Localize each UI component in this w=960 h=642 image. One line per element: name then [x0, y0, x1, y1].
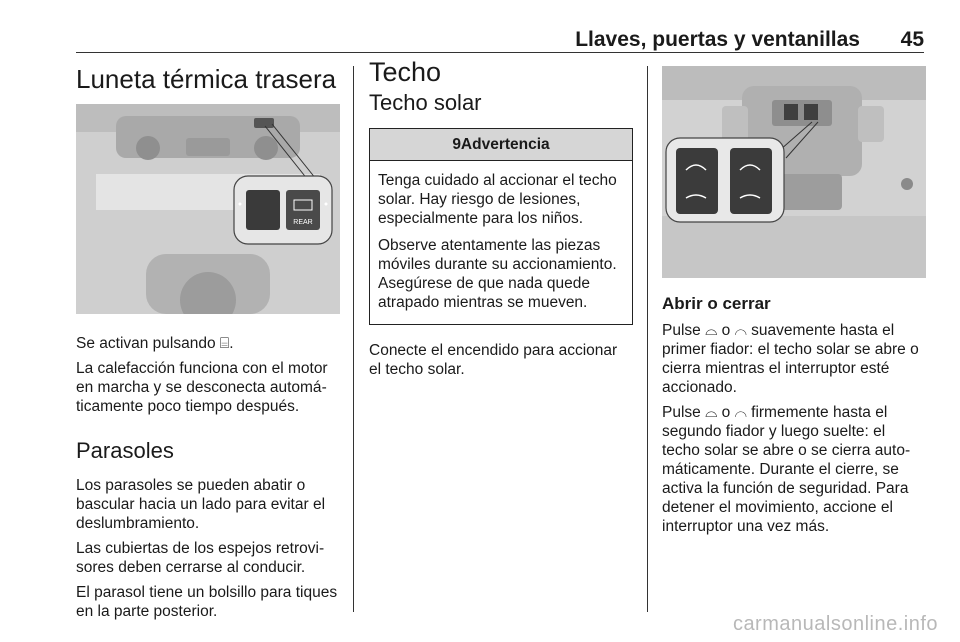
sunroof-switch-figure — [662, 66, 926, 278]
column-right — [662, 60, 926, 542]
para-sunvisors: Los parasoles se pueden abatir o bascular hacia un lado para evitar el deslumbramiento. — [76, 477, 326, 532]
para-ticket-pocket: El parasol tiene un bolsillo para tiques en la parte posterior. — [76, 584, 338, 620]
column-divider-left — [353, 66, 354, 612]
warning-para-1: Tenga cuidado al accionar el techo solar. Hay riesgo de lesiones, especialmente para los niños. — [378, 172, 617, 227]
para-ignition: Conecte el encendido para accionar el techo solar. — [369, 342, 618, 378]
watermark: carmanualsonline.info — [732, 613, 938, 635]
overhead-console-illustration — [662, 66, 926, 278]
column-left — [76, 60, 342, 627]
para-press-firmly: Pulse ⌓ o ⌒ firmemente hasta el segundo fiador y luego suelte: el techo solar se abre o se cierra automáticamente. Durante el cierre, se activa la función de seguridad. Para detener el movimiento, accione el interruptor una vez más. — [662, 404, 911, 535]
sunroof-subheading: Techo solar — [369, 90, 482, 115]
open-close-heading: Abrir o cerrar — [662, 294, 771, 313]
column-divider-right — [647, 66, 648, 612]
header-title: Llaves, puertas y ventanillas — [575, 28, 860, 51]
sunvisors-heading: Parasoles — [76, 438, 174, 463]
warning-box — [369, 128, 633, 325]
para-heating: La calefacción funciona con el motor en marcha y se desconecta automáticamente poco tiempo después. — [76, 360, 328, 415]
page-number: 45 — [900, 28, 924, 51]
column-middle — [369, 57, 633, 385]
warning-title: 9Advertencia — [370, 129, 632, 161]
rear-button-label: REAR — [293, 219, 313, 226]
dashboard-illustration — [76, 104, 340, 314]
roof-heading: Techo — [369, 57, 442, 87]
para-press-gently: Pulse ⌓ o ⌒ suavemente hasta el primer fiador: el techo solar se abre o cierra mientras el interruptor esté accionado. — [662, 322, 919, 396]
para-activate: Se activan pulsando ⌸. — [76, 335, 234, 352]
warning-para-2: Observe atentamente las piezas móviles durante su accionamiento. Asegúrese de que nada quede atrapado mientras se mueven. — [378, 237, 617, 311]
header-rule — [76, 52, 924, 53]
rear-defrost-figure — [76, 104, 340, 314]
rear-window-heading: Luneta térmica trasera — [76, 64, 337, 94]
para-mirror-covers: Las cubiertas de los espejos retrovisores deben cerrarse al conducir. — [76, 540, 325, 576]
